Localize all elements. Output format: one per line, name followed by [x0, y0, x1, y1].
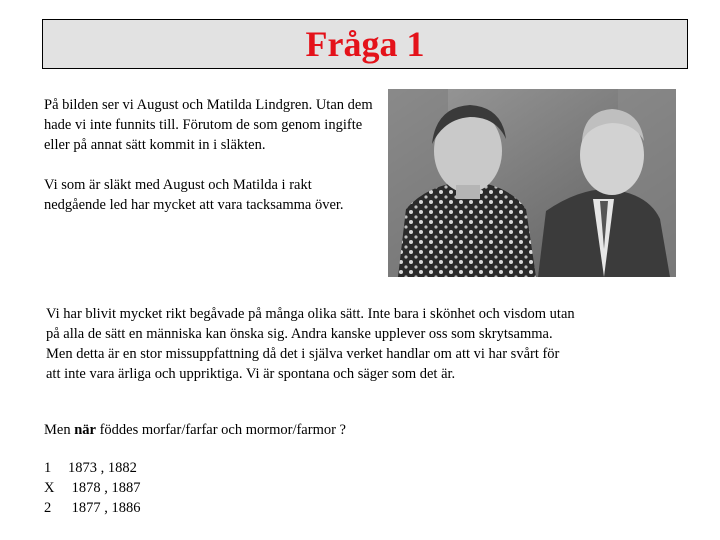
- intro-paragraph-2: Vi som är släkt med August och Matilda i rakt nedgående led har mycket att vara tacksamma över.: [44, 177, 344, 213]
- answer-value: 1873 , 1882: [68, 460, 137, 476]
- intro-paragraph-1: På bilden ser vi August och Matilda Lindgren. Utan dem hade vi inte funnits till. Förutom de som genom ingifte eller på annat sätt kommit in i släkten.: [44, 97, 373, 153]
- question-emphasis: när: [74, 422, 96, 438]
- page-title: Fråga 1: [305, 24, 425, 64]
- answer-value: 1877 , 1886: [68, 500, 141, 516]
- answer-key: X: [44, 480, 55, 496]
- body-text: [46, 304, 686, 384]
- intro-text: [44, 95, 374, 235]
- answer-list: [44, 458, 141, 518]
- title-box: [42, 19, 688, 69]
- answer-option-1[interactable]: [44, 458, 141, 478]
- question-suffix: föddes morfar/farfar och mormor/farmor ?: [95, 422, 346, 438]
- body-line: att inte vara ärliga och uppriktiga. Vi är spontana och säger som det är.: [46, 366, 456, 382]
- body-line: Men detta är en stor missuppfattning då det i själva verket handlar om att vi har svårt för: [46, 346, 560, 362]
- answer-key: 1: [44, 460, 52, 476]
- answer-option-x[interactable]: [44, 478, 141, 498]
- question-prefix: Men: [44, 422, 75, 438]
- answer-value: 1878 , 1887: [68, 480, 141, 496]
- body-line: Vi har blivit mycket rikt begåvade på många olika sätt. Inte bara i skönhet och visdom utan: [46, 306, 575, 322]
- answer-option-2[interactable]: [44, 498, 141, 518]
- question: [44, 420, 346, 440]
- couple-photo: [388, 89, 676, 277]
- body-line: på alla de sätt en människa kan önska sig. Andra kanske upplever oss som skrytsamma.: [46, 326, 553, 342]
- answer-key: 2: [44, 500, 52, 516]
